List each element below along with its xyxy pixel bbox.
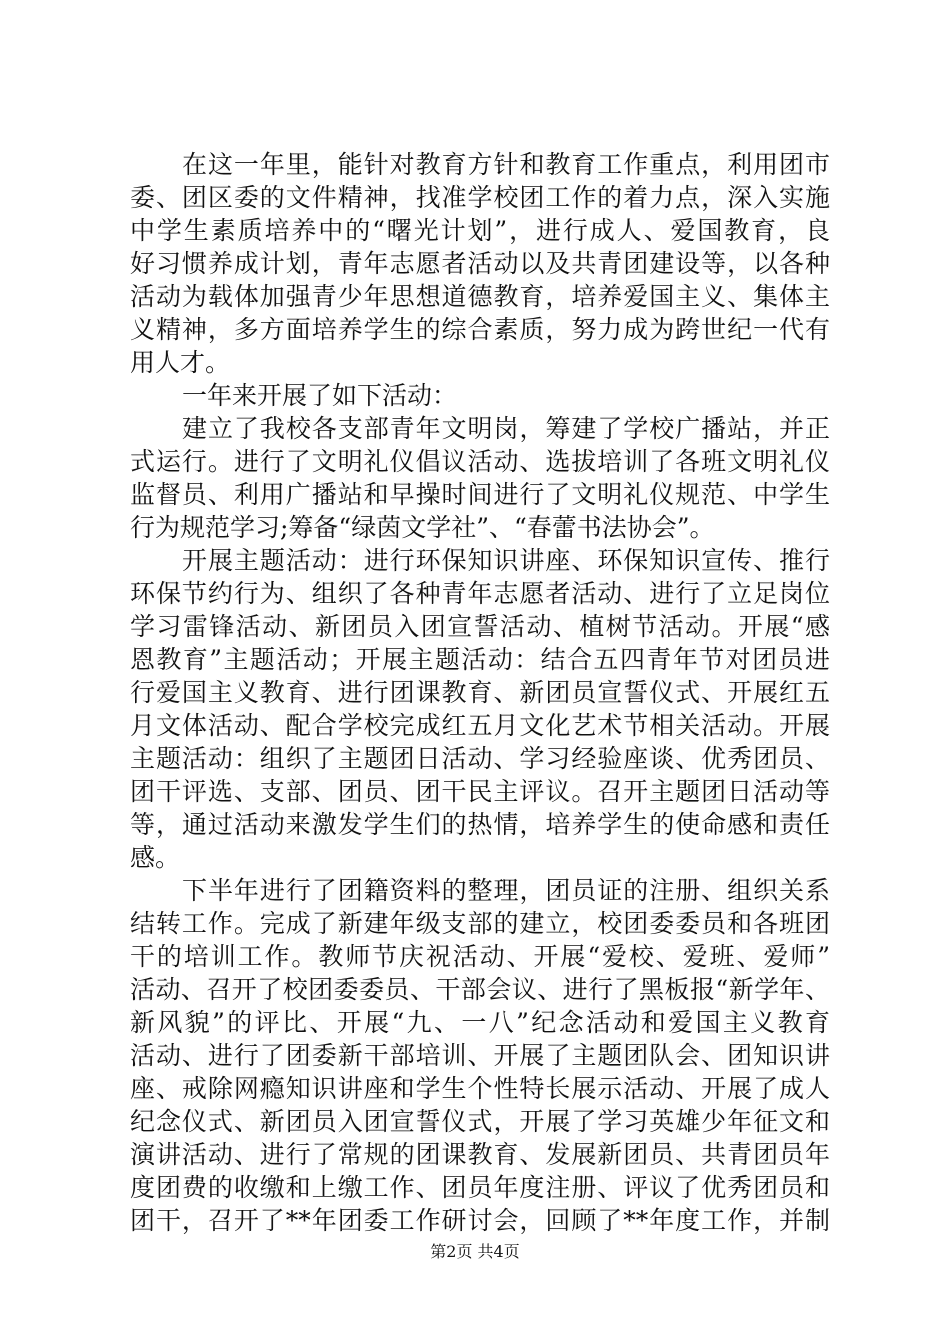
text-line: 新风貌”的评比、开展“九、一八”纪念活动和爱国主义教育 xyxy=(130,1008,830,1037)
text-line: 恩教育”主题活动；开展主题活动：结合五四青年节对团员进 xyxy=(130,645,830,674)
text-line: 结转工作。完成了新建年级支部的建立，校团委委员和各班团 xyxy=(130,909,830,938)
page-number-footer: 第2页 共4页 xyxy=(430,1242,520,1261)
paragraph-theme-activities xyxy=(130,544,830,874)
text-line: 团干评选、支部、团员、团干民主评议。召开主题团日活动等 xyxy=(130,777,830,806)
body-text xyxy=(130,148,830,1237)
text-line: 委、团区委的文件精神，找准学校团工作的着力点，深入实施 xyxy=(130,183,830,212)
text-line: 演讲活动、进行了常规的团课教育、发展新团员、共青团员年 xyxy=(130,1140,830,1169)
text-line: 活动、召开了校团委委员、干部会议、进行了黑板报“新学年、 xyxy=(130,975,830,1004)
text-line: 用人才。 xyxy=(130,348,231,377)
paragraph-civility xyxy=(130,412,830,544)
text-line: 团干，召开了**年团委工作研讨会，回顾了**年度工作，并制 xyxy=(130,1206,830,1235)
text-line: 活动、进行了团委新干部培训、开展了主题团队会、团知识讲 xyxy=(130,1041,830,1070)
text-line: 度团费的收缴和上缴工作、团员年度注册、评议了优秀团员和 xyxy=(130,1173,830,1202)
text-line: 活动为载体加强青少年思想道德教育，培养爱国主义、集体主 xyxy=(130,282,830,311)
text-line: 监督员、利用广播站和早操时间进行了文明礼仪规范、中学生 xyxy=(130,480,830,509)
paragraph-activities-heading xyxy=(130,379,830,412)
text-line: 行爱国主义教育、进行团课教育、新团员宣誓仪式、开展红五 xyxy=(130,678,830,707)
text-line: 干的培训工作。教师节庆祝活动、开展“爱校、爱班、爱师” xyxy=(130,942,830,971)
paragraph-intro xyxy=(130,148,830,379)
text-line: 在这一年里，能针对教育方针和教育工作重点，利用团市 xyxy=(182,150,830,179)
text-line: 等，通过活动来激发学生们的热情，培养学生的使命感和责任 xyxy=(130,810,830,839)
text-line: 月文体活动、配合学校完成红五月文化艺术节相关活动。开展 xyxy=(130,711,830,740)
text-line: 好习惯养成计划，青年志愿者活动以及共青团建设等，以各种 xyxy=(130,249,830,278)
text-line: 中学生素质培养中的“曙光计划”，进行成人、爱国教育，良 xyxy=(130,216,830,245)
text-line: 座、戒除网瘾知识讲座和学生个性特长展示活动、开展了成人 xyxy=(130,1074,830,1103)
text-line: 下半年进行了团籍资料的整理，团员证的注册、组织关系 xyxy=(182,876,830,905)
text-line: 义精神，多方面培养学生的综合素质，努力成为跨世纪一代有 xyxy=(130,315,830,344)
text-line: 开展主题活动：进行环保知识讲座、环保知识宣传、推行 xyxy=(182,546,830,575)
text-line: 一年来开展了如下活动： xyxy=(182,381,458,410)
text-line: 主题活动：组织了主题团日活动、学习经验座谈、优秀团员、 xyxy=(130,744,830,773)
text-line: 环保节约行为、组织了各种青年志愿者活动、进行了立足岗位 xyxy=(130,579,830,608)
paragraph-second-half xyxy=(130,874,830,1237)
text-line: 纪念仪式、新团员入团宣誓仪式，开展了学习英雄少年征文和 xyxy=(130,1107,830,1136)
text-line: 感。 xyxy=(130,843,181,872)
text-line: 行为规范学习;筹备“绿茵文学社”、“春蕾书法协会”。 xyxy=(130,513,715,542)
text-line: 式运行。进行了文明礼仪倡议活动、选拔培训了各班文明礼仪 xyxy=(130,447,830,476)
text-line: 建立了我校各支部青年文明岗，筹建了学校广播站，并正 xyxy=(182,414,830,443)
text-line: 学习雷锋活动、新团员入团宣誓活动、植树节活动。开展“感 xyxy=(130,612,830,641)
